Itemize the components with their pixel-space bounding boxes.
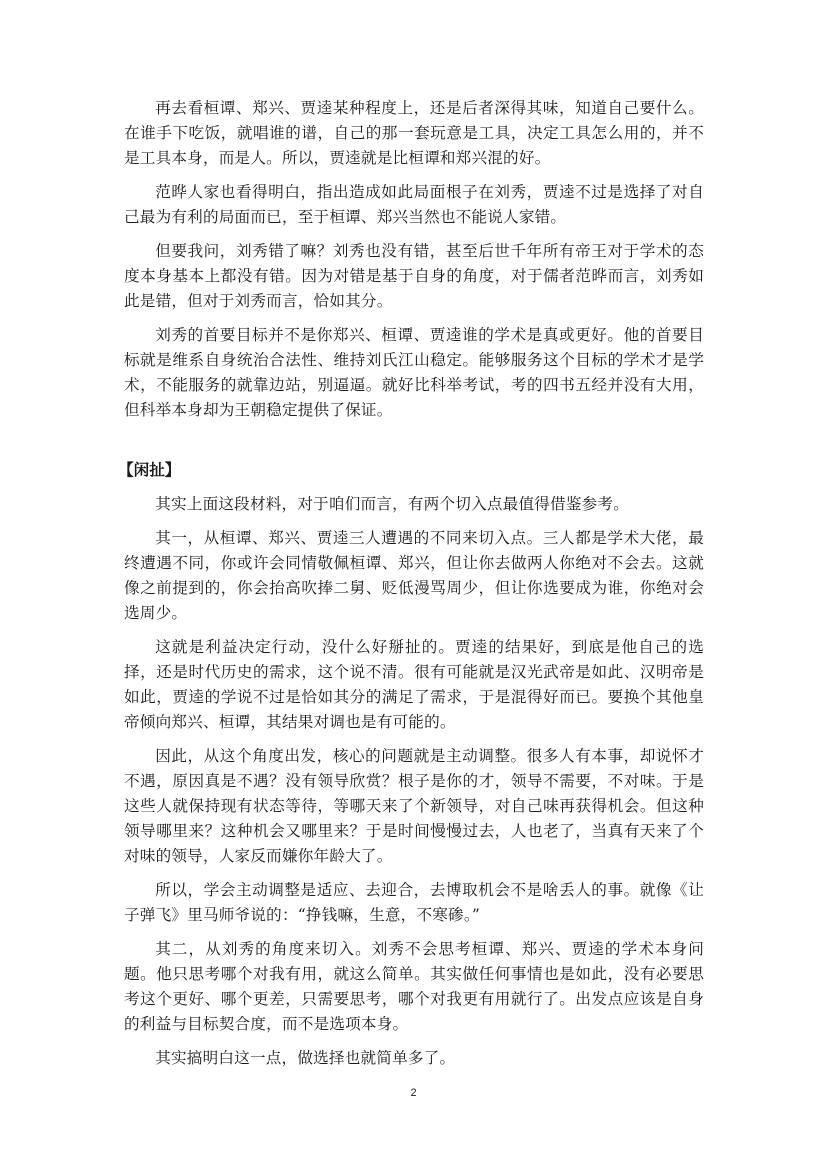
paragraph: 再去看桓谭、郑兴、贾逵某种程度上，还是后者深得其味，知道自己要什么。在谁手下吃饭，就唱谁的谱，自己的那一套玩意是工具，决定工具怎么用的，并不是工具本身，而是人。所以，贾逵就是比桓谭和郑兴混的好。	[124, 99, 704, 167]
paragraph: 其一，从桓谭、郑兴、贾逵三人遭遇的不同来切入点。三人都是学术大佬，最终遭遇不同，你或许会同情敬佩桓谭、郑兴，但让你去做两人你绝对不会去。这就像之前提到的，你会抬高吹捧二舅、贬低漫骂周少，但让你选要成为谁，你绝对会选周少。	[124, 529, 704, 622]
paragraph: 其实搞明白这一点，做选择也就简单多了。	[155, 1049, 456, 1067]
section-heading: 【闲扯】	[118, 461, 181, 479]
page-content	[118, 96, 704, 1080]
paragraph: 刘秀的首要目标并不是你郑兴、桓谭、贾逵谁的学术是真或更好。他的首要目标就是维系自身统治合法性、维持刘氏江山稳定。能够服务这个目标的学术才是学术，不能服务的就靠边站，别逼逼。就好比科举考试，考的四书五经并没有大用，但科举本身却为王朝稳定提供了保证。	[124, 326, 704, 419]
paragraph: 其二，从刘秀的角度来切入。刘秀不会思考桓谭、郑兴、贾逵的学术本身问题。他只思考哪个对我有用，就这么简单。其实做任何事情也是如此，没有必要思考这个更好、哪个更差，只需要思考，哪个对我更有用就行了。出发点应该是自身的利益与目标契合度，而不是选项本身。	[124, 940, 704, 1033]
paragraph: 所以，学会主动调整是适应、去迎合，去博取机会不是啥丢人的事。就像《让子弹飞》里马师爷说的：“挣钱嘛，生意，不寒碜。”	[124, 881, 704, 924]
paragraph: 范晔人家也看得明白，指出造成如此局面根子在刘秀，贾逵不过是选择了对自己最为有利的局面而已，至于桓谭、郑兴当然也不能说人家错。	[124, 183, 704, 226]
paragraph: 因此，从这个角度出发，核心的问题就是主动调整。很多人有本事，却说怀才不遇，原因真是不遇？没有领导欣赏？根子是你的才，领导不需要，不对味。于是这些人就保持现有状态等待，等哪天来了个新领导，对自己味再获得机会。但这种领导哪里来？这种机会又哪里来？于是时间慢慢过去，人也老了，当真有天来了个对味的领导，人家反而嫌你年龄大了。	[124, 747, 704, 865]
page-number: 2	[410, 1087, 417, 1099]
paragraph: 这就是利益决定行动，没什么好掰扯的。贾逵的结果好，到底是他自己的选择，还是时代历史的需求，这个说不清。很有可能就是汉光武帝是如此、汉明帝是如此，贾逵的学说不过是恰如其分的满足了需求，于是混得好而已。要换个其他皇帝倾向郑兴、桓谭，其结果对调也是有可能的。	[124, 638, 704, 731]
paragraph: 但要我问，刘秀错了嘛？刘秀也没有错，甚至后世千年所有帝王对于学术的态度本身基本上都没有错。因为对错是基于自身的角度，对于儒者范晔而言，刘秀如此是错，但对于刘秀而言，恰如其分。	[124, 242, 704, 310]
paragraph: 其实上面这段材料，对于咱们而言，有两个切入点最值得借鉴参考。	[155, 495, 630, 513]
